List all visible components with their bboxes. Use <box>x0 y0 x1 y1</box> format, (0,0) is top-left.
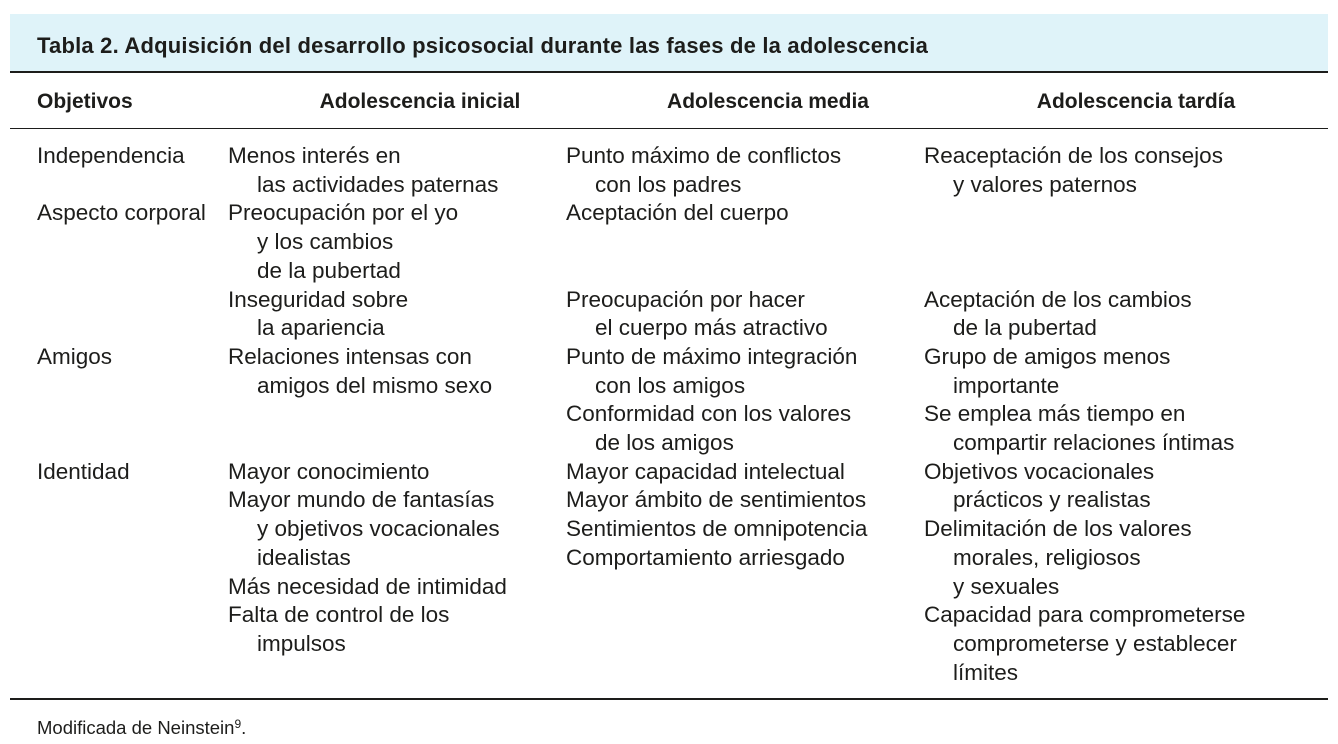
footnote-reference: 9 <box>234 717 242 731</box>
table-footnote <box>37 713 246 739</box>
table-cell-line <box>566 228 924 257</box>
footnote-text: Modificada de Neinstein <box>37 717 235 738</box>
table-cell-line: y los cambios <box>257 229 394 255</box>
row-amigos-inicial <box>228 343 566 458</box>
row-identidad-tardia <box>924 458 1328 688</box>
table-cell-line: límites <box>953 659 1019 685</box>
table-cell-line: comprometerse y establecer <box>953 630 1237 656</box>
table-cell-line <box>924 257 1328 286</box>
table-cell-line: Grupo de amigos menos <box>924 343 1171 369</box>
table-cell-line: y valores paternos <box>953 171 1137 197</box>
header-adolescencia-inicial: Adolescencia inicial <box>319 90 521 113</box>
table-cell-line: idealistas <box>257 544 351 570</box>
row-amigos-media <box>566 343 924 458</box>
footnote-end: . <box>241 717 247 738</box>
row-aspecto-corporal-tardia <box>924 199 1328 343</box>
table-cell-line: Punto máximo de conflictos <box>566 143 842 168</box>
table-cell-line: Amigos <box>37 343 113 369</box>
table-cell-line: Aceptación del cuerpo <box>566 200 789 226</box>
table-cell-line: Aspecto corporal <box>37 200 206 226</box>
row-amigos-objetivo <box>10 343 228 458</box>
table-cell-line: Aceptación de los cambios <box>924 286 1192 312</box>
table-cell-line: Independencia <box>37 143 185 168</box>
table-cell-line <box>924 199 1328 228</box>
table-cell-line: Mayor conocimiento <box>228 458 430 484</box>
table-cell-line: Objetivos vocacionales <box>924 458 1155 484</box>
table-cell-line: Comportamiento arriesgado <box>566 544 845 570</box>
table-cell-line: y objetivos vocacionales <box>257 516 500 542</box>
header-adolescencia-media: Adolescencia media <box>667 90 869 113</box>
row-aspecto-corporal-inicial <box>228 199 566 343</box>
table-cell-line: Sentimientos de omnipotencia <box>566 516 868 542</box>
table-cell-line: Identidad <box>37 458 130 484</box>
row-independencia-objetivo <box>10 142 228 199</box>
table-cell-line: Preocupación por el yo <box>228 200 459 226</box>
table-bottom-rule <box>10 698 1328 700</box>
table-cell-line: Inseguridad sobre <box>228 286 409 312</box>
table-title-band <box>10 14 1328 73</box>
table-cell-line: Punto de máximo integración <box>566 343 858 369</box>
table-cell-line <box>566 257 924 286</box>
table-cell-line: compartir relaciones íntimas <box>953 430 1235 456</box>
table-title: Tabla 2. Adquisición del desarrollo psicosocial durante las fases de la adolescencia <box>37 33 928 58</box>
table-cell-line: Se emplea más tiempo en <box>924 401 1186 427</box>
table-body <box>10 142 1328 687</box>
table-header-row <box>10 73 1328 129</box>
table-cell-line: la apariencia <box>257 315 385 341</box>
table-cell-line: morales, religiosos <box>953 544 1141 570</box>
table-grid <box>10 142 1328 687</box>
table-cell-line: las actividades paternas <box>257 171 499 197</box>
table-cell-line: Falta de control de los <box>228 602 450 628</box>
row-independencia-media <box>566 142 924 199</box>
row-identidad-media <box>566 458 924 688</box>
table-cell-line: Preocupación por hacer <box>566 286 805 312</box>
table-cell-line: impulsos <box>257 630 346 656</box>
row-independencia-inicial <box>228 142 566 199</box>
table-cell-line: Mayor ámbito de sentimientos <box>566 487 867 513</box>
table-cell-line: y sexuales <box>953 573 1060 599</box>
header-objetivos: Objetivos <box>37 90 133 113</box>
table-cell-line: Reaceptación de los consejos <box>924 143 1223 168</box>
table-cell-line: con los padres <box>595 171 742 197</box>
table-cell-line: con los amigos <box>595 372 746 398</box>
row-identidad-objetivo <box>10 458 228 688</box>
table-cell-line: Menos interés en <box>228 143 401 168</box>
table-cell-line: Más necesidad de intimidad <box>228 573 507 599</box>
table-cell-line: Mayor capacidad intelectual <box>566 458 845 484</box>
table-cell-line <box>924 228 1328 257</box>
row-independencia-tardia <box>924 142 1328 199</box>
table-cell-line: Conformidad con los valores <box>566 401 852 427</box>
table-cell-line: el cuerpo más atractivo <box>595 315 828 341</box>
row-identidad-inicial <box>228 458 566 688</box>
table-cell-line: amigos del mismo sexo <box>257 372 493 398</box>
table-cell-line: de la pubertad <box>953 315 1097 341</box>
row-amigos-tardia <box>924 343 1328 458</box>
table-cell-line: de los amigos <box>595 430 734 456</box>
table-cell-line: Delimitación de los valores <box>924 516 1192 542</box>
table-cell-line: importante <box>953 372 1060 398</box>
table-cell-line: Relaciones intensas con <box>228 343 472 369</box>
table-cell-line: de la pubertad <box>257 257 401 283</box>
row-aspecto-corporal-objetivo <box>10 199 228 343</box>
table-cell-line: prácticos y realistas <box>953 487 1151 513</box>
table-cell-line: Mayor mundo de fantasías <box>228 487 495 513</box>
row-aspecto-corporal-media <box>566 199 924 343</box>
table-cell-line: Capacidad para comprometerse <box>924 602 1246 628</box>
header-adolescencia-tardia: Adolescencia tardía <box>1036 90 1236 113</box>
